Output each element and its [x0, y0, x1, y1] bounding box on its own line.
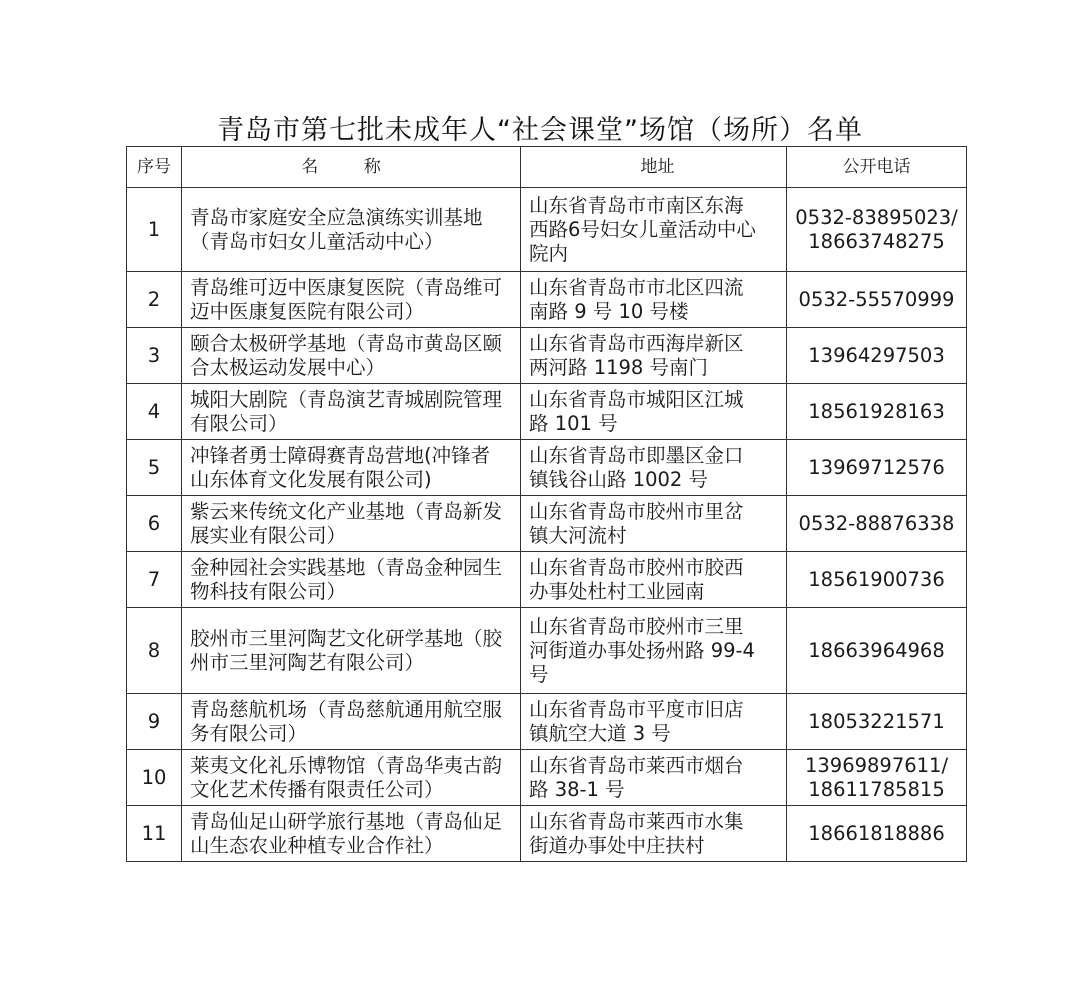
venue-address [521, 328, 787, 384]
row-index: 1 [127, 188, 182, 272]
header-name: 名 称 [182, 147, 521, 188]
venue-phone-line: 0532-88876338 [798, 511, 955, 535]
venue-name-line: 冲锋者勇士障碍赛青岛营地(冲锋者 [190, 443, 491, 467]
venue-address-line: 南路 9 号 10 号楼 [529, 299, 689, 323]
venue-address-line: 山东省青岛市市南区东海 [529, 193, 744, 217]
venue-address [521, 496, 787, 552]
venue-name [182, 272, 521, 328]
venue-address [521, 694, 787, 750]
venue-address [521, 188, 787, 272]
venue-phone-line: 13964297503 [808, 343, 945, 367]
venue-name-line: 物科技有限公司） [190, 579, 347, 603]
table-row [127, 328, 967, 384]
venue-address-line: 山东省青岛市胶州市里岔 [529, 499, 744, 523]
venue-name-line: 莱夷文化礼乐博物馆（青岛华夷古韵 [190, 753, 503, 777]
venue-name-line: 青岛仙足山研学旅行基地（青岛仙足 [190, 809, 503, 833]
row-index: 7 [127, 552, 182, 608]
venue-phone [787, 384, 967, 440]
venue-name [182, 552, 521, 608]
row-index: 3 [127, 328, 182, 384]
venue-phone-line: 13969897611/ [804, 753, 949, 777]
venue-address-line: 山东省青岛市市北区四流 [529, 275, 744, 299]
venue-address-line: 山东省青岛市平度市旧店 [529, 697, 744, 721]
venue-address [521, 750, 787, 806]
table-row [127, 496, 967, 552]
venue-phone-line: 18663964968 [808, 638, 945, 662]
venue-address-line: 山东省青岛市莱西市水集 [529, 809, 744, 833]
venue-address [521, 806, 787, 862]
table-row [127, 806, 967, 862]
venue-address-line: 山东省青岛市即墨区金口 [529, 443, 744, 467]
document-title: 青岛市第七批未成年人“社会课堂”场馆（场所）名单 [217, 115, 863, 146]
venue-phone-line: 18661818886 [808, 821, 945, 845]
venue-address-line: 山东省青岛市城阳区江城 [529, 387, 744, 411]
venue-address-line: 号 [529, 662, 549, 686]
venue-name-line: 迈中医康复医院有限公司） [190, 299, 425, 323]
venue-address-line: 镇钱谷山路 1002 号 [529, 467, 709, 491]
venue-address-line: 办事处杜村工业园南 [529, 579, 705, 603]
table-row [127, 440, 967, 496]
venue-address-line: 路 38-1 号 [529, 777, 625, 801]
table-row [127, 384, 967, 440]
venue-phone [787, 496, 967, 552]
venue-address-line: 山东省青岛市胶州市三里 [529, 614, 744, 638]
venue-address-line: 山东省青岛市莱西市烟台 [529, 753, 744, 777]
table-row [127, 750, 967, 806]
venue-phone-line: 18611785815 [808, 777, 945, 801]
venue-name-line: 合太极运动发展中心） [190, 355, 386, 379]
venue-phone [787, 694, 967, 750]
header-phone: 公开电话 [787, 147, 967, 188]
venue-address [521, 384, 787, 440]
table-row [127, 188, 967, 272]
venue-name-line: 城阳大剧院（青岛演艺青城剧院管理 [190, 387, 503, 411]
venue-phone-line: 18561900736 [808, 567, 945, 591]
venue-name-line: 青岛市家庭安全应急演练实训基地 [190, 205, 483, 229]
table-row [127, 552, 967, 608]
venue-phone [787, 328, 967, 384]
venue-name-line: 青岛慈航机场（青岛慈航通用航空服 [190, 697, 503, 721]
venue-name [182, 328, 521, 384]
row-index: 11 [127, 806, 182, 862]
venue-table [126, 146, 967, 862]
venue-name-line: 州市三里河陶艺有限公司） [190, 650, 425, 674]
venue-phone [787, 440, 967, 496]
venue-name [182, 750, 521, 806]
venue-name-line: 青岛维可迈中医康复医院（青岛维可 [190, 275, 503, 299]
venue-phone-line: 0532-55570999 [798, 287, 955, 311]
venue-name-line: 颐合太极研学基地（青岛市黄岛区颐 [190, 331, 503, 355]
header-index: 序号 [127, 147, 182, 188]
venue-name [182, 188, 521, 272]
venue-address-line: 山东省青岛市胶州市胶西 [529, 555, 744, 579]
venue-phone [787, 806, 967, 862]
venue-name [182, 496, 521, 552]
row-index: 5 [127, 440, 182, 496]
venue-address [521, 272, 787, 328]
venue-name-line: 山东体育文化发展有限公司) [190, 467, 432, 491]
venue-name-line: （青岛市妇女儿童活动中心） [190, 229, 444, 253]
venue-address-line: 街道办事处中庄扶村 [529, 833, 705, 857]
venue-phone [787, 552, 967, 608]
row-index: 9 [127, 694, 182, 750]
venue-address-line: 镇大河流村 [529, 523, 627, 547]
header-address: 地址 [521, 147, 787, 188]
table-row [127, 694, 967, 750]
table-row [127, 272, 967, 328]
venue-name-line: 胶州市三里河陶艺文化研学基地（胶 [190, 626, 503, 650]
venue-address-line: 两河路 1198 号南门 [529, 355, 709, 379]
venue-address-line: 院内 [529, 241, 569, 265]
venue-address-line: 路 101 号 [529, 411, 618, 435]
venue-name-line: 金种园社会实践基地（青岛金种园生 [190, 555, 503, 579]
venue-address-line: 山东省青岛市西海岸新区 [529, 331, 744, 355]
row-index: 4 [127, 384, 182, 440]
venue-phone-line: 18663748275 [808, 229, 945, 253]
table-header-row [127, 147, 967, 188]
venue-name [182, 806, 521, 862]
venue-name [182, 608, 521, 694]
venue-address-line: 河街道办事处扬州路 99-4 [529, 638, 755, 662]
venue-name-line: 务有限公司） [190, 721, 308, 745]
venue-phone [787, 608, 967, 694]
row-index: 6 [127, 496, 182, 552]
venue-name-line: 文化艺术传播有限责任公司） [190, 777, 444, 801]
venue-phone-line: 0532-83895023/ [795, 205, 958, 229]
venue-address-line: 西路6号妇女儿童活动中心 [529, 217, 756, 241]
venue-name-line: 有限公司） [190, 411, 288, 435]
venue-address [521, 440, 787, 496]
venue-name [182, 384, 521, 440]
venue-address-line: 镇航空大道 3 号 [529, 721, 671, 745]
venue-name [182, 440, 521, 496]
row-index: 2 [127, 272, 182, 328]
venue-name-line: 紫云来传统文化产业基地（青岛新发 [190, 499, 503, 523]
venue-name [182, 694, 521, 750]
venue-phone-line: 13969712576 [808, 455, 945, 479]
venue-phone [787, 188, 967, 272]
venue-phone [787, 272, 967, 328]
venue-name-line: 展实业有限公司） [190, 523, 347, 547]
venue-phone-line: 18053221571 [808, 709, 945, 733]
table-row [127, 608, 967, 694]
venue-name-line: 山生态农业种植专业合作社） [190, 833, 444, 857]
venue-phone-line: 18561928163 [808, 399, 945, 423]
row-index: 10 [127, 750, 182, 806]
row-index: 8 [127, 608, 182, 694]
venue-address [521, 552, 787, 608]
venue-phone [787, 750, 967, 806]
venue-address [521, 608, 787, 694]
